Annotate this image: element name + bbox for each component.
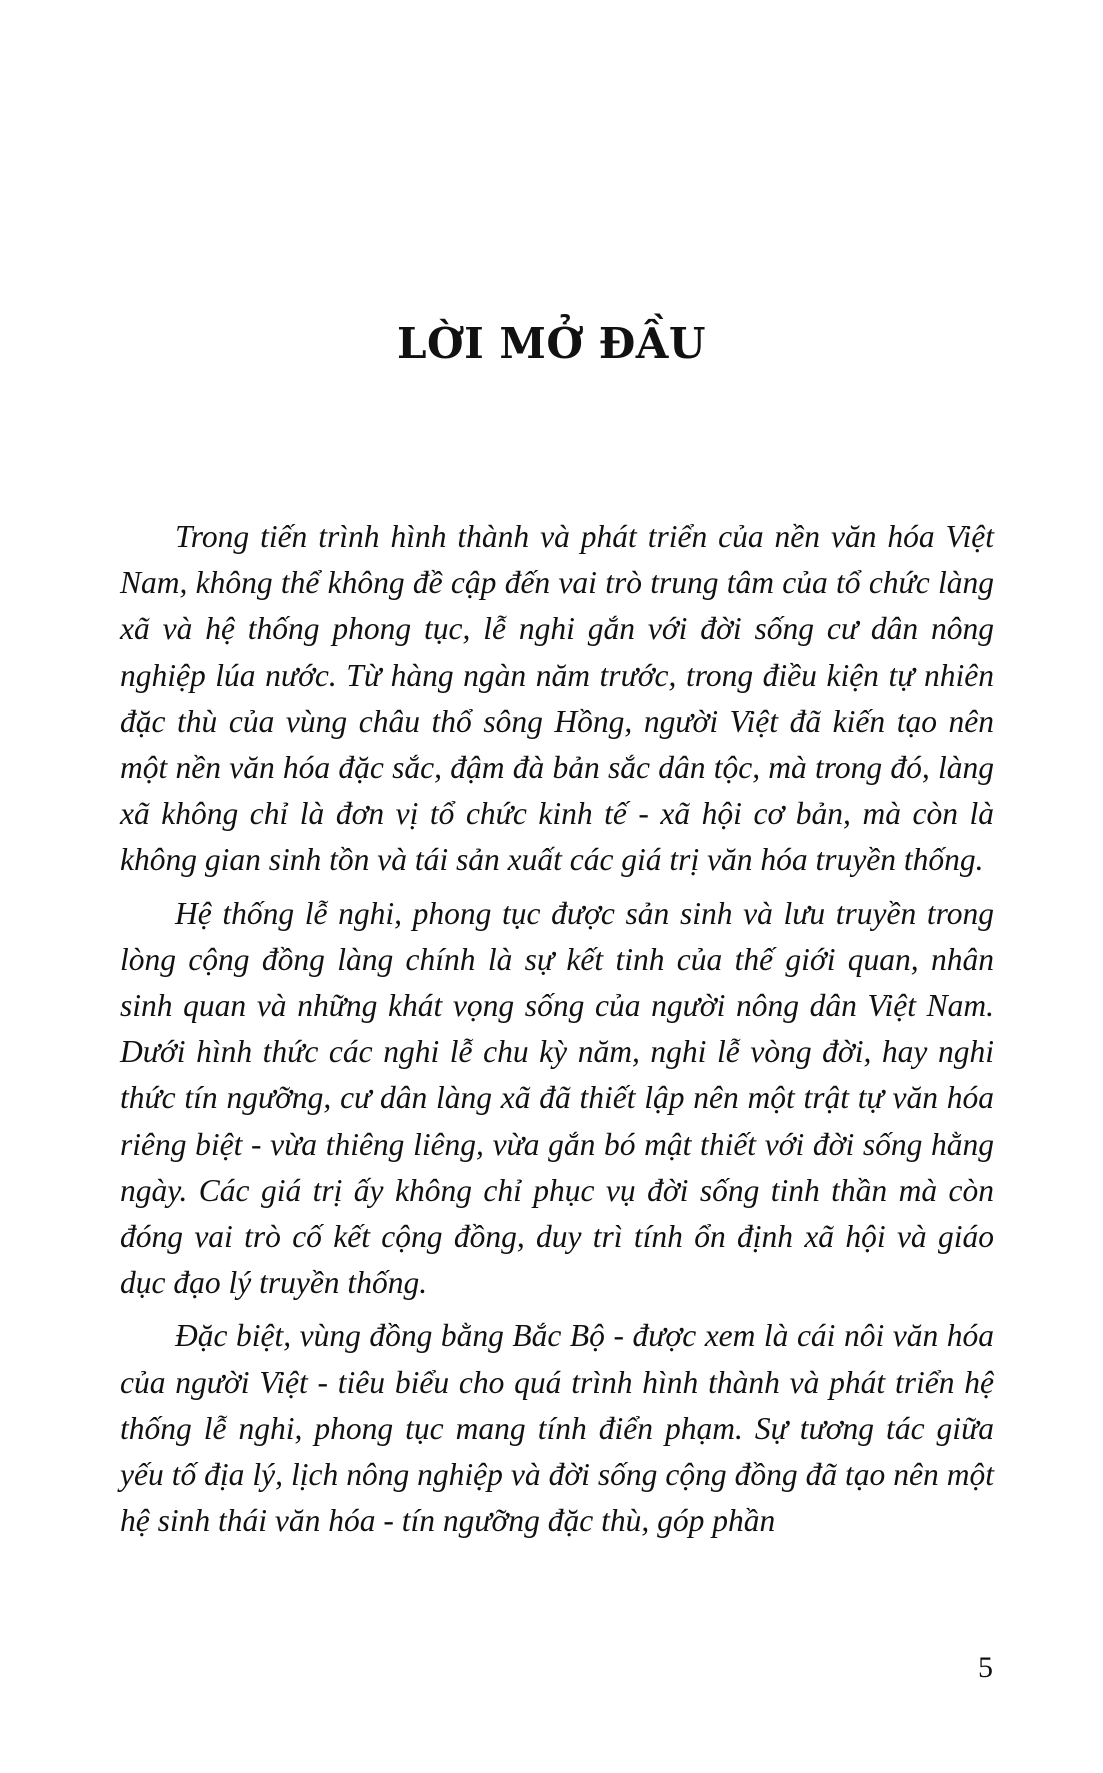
page-number: 5: [978, 1651, 993, 1684]
paragraph-2: Hệ thống lễ nghi, phong tục được sản sinh và lưu truyền trong lòng cộng đồng làng chính là sự kết tinh của thế giới quan, nhân sinh quan và những khát vọng sống của người nông dân Việt Nam. Dưới hình thức các nghi lễ chu kỳ năm, nghi lễ vòng đời, hay nghi thức tín ngưỡng, cư dân làng xã đã thiết lập nên một trật tự văn hóa riêng biệt - vừa thiêng liêng, vừa gắn bó mật thiết với đời sống hằng ngày. Các giá trị ấy không chỉ phục vụ đời sống tinh thần mà còn đóng vai trò cố kết cộng đồng, duy trì tính ổn định xã hội và giáo dục đạo lý truyền thống.: [120, 895, 994, 1301]
body-text: [120, 514, 994, 1551]
paragraph-1: Trong tiến trình hình thành và phát triển của nền văn hóa Việt Nam, không thể không đề cập đến vai trò trung tâm của tổ chức làng xã và hệ thống phong tục, lễ nghi gắn với đời sống cư dân nông nghiệp lúa nước. Từ hàng ngàn năm trước, trong điều kiện tự nhiên đặc thù của vùng châu thổ sông Hồng, người Việt đã kiến tạo nên một nền văn hóa đặc sắc, đậm đà bản sắc dân tộc, mà trong đó, làng xã không chỉ là đơn vị tổ chức kinh tế - xã hội cơ bản, mà còn là không gian sinh tồn và tái sản xuất các giá trị văn hóa truyền thống.: [120, 519, 994, 878]
paragraph-3: Đặc biệt, vùng đồng bằng Bắc Bộ - được xem là cái nôi văn hóa của người Việt - tiêu biểu cho quá trình hình thành và phát triển hệ thống lễ nghi, phong tục mang tính điển phạm. Sự tương tác giữa yếu tố địa lý, lịch nông nghiệp và đời sống cộng đồng đã tạo nên một hệ sinh thái văn hóa - tín ngưỡng đặc thù, góp phần: [120, 1318, 994, 1539]
page-title: LỜI MỞ ĐẦU: [396, 319, 706, 368]
